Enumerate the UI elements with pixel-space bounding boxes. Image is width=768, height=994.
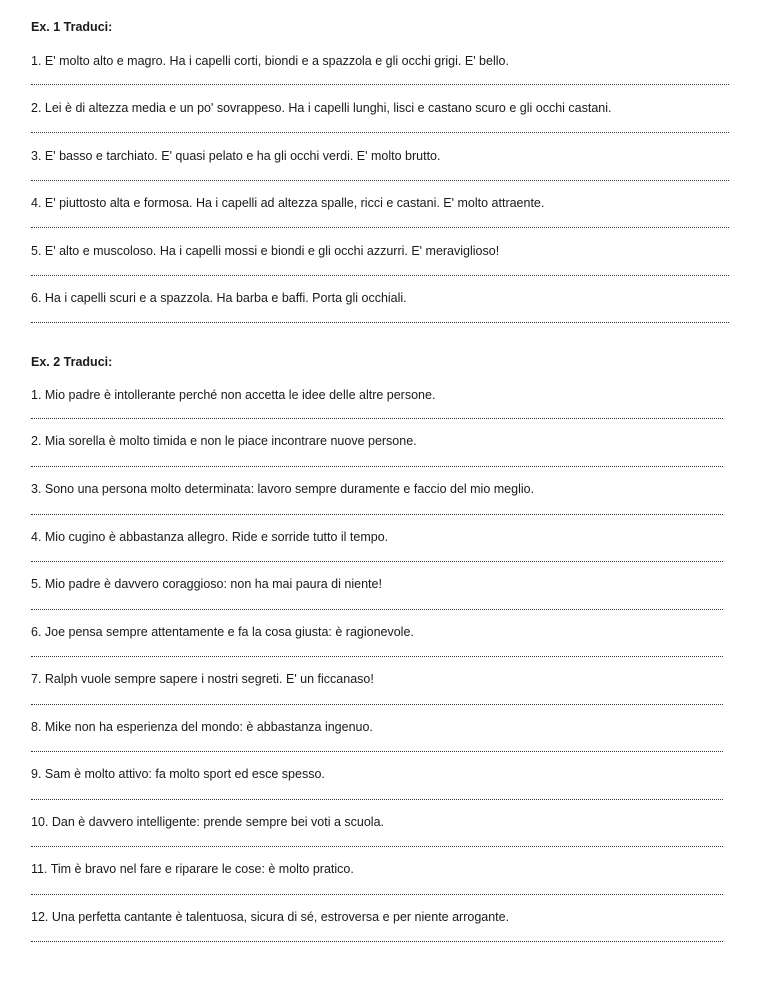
answer-line[interactable] xyxy=(31,132,729,133)
answer-line[interactable] xyxy=(31,227,729,228)
answer-line[interactable] xyxy=(31,514,723,515)
exercise-1-item: 4. E' piuttosto alta e formosa. Ha i capelli ad altezza spalle, ricci e castani. E' molto attraente. xyxy=(31,196,545,210)
answer-line[interactable] xyxy=(31,418,723,419)
answer-line[interactable] xyxy=(31,180,729,181)
exercise-2-item: 4. Mio cugino è abbastanza allegro. Ride e sorride tutto il tempo. xyxy=(31,530,389,544)
exercise-2-item: 12. Una perfetta cantante è talentuosa, sicura di sé, estroversa e per niente arrogante. xyxy=(31,910,510,924)
exercise-2-item: 2. Mia sorella è molto timida e non le piace incontrare nuove persone. xyxy=(31,434,417,448)
answer-line[interactable] xyxy=(31,941,723,942)
answer-line[interactable] xyxy=(31,799,723,800)
answer-line[interactable] xyxy=(31,894,723,895)
answer-line[interactable] xyxy=(31,609,723,610)
exercise-1-title: Ex. 1 Traduci: xyxy=(31,20,113,34)
answer-line[interactable] xyxy=(31,466,723,467)
exercise-2-item: 5. Mio padre è davvero coraggioso: non ha mai paura di niente! xyxy=(31,577,382,591)
answer-line[interactable] xyxy=(31,656,723,657)
exercise-2-item: 3. Sono una persona molto determinata: lavoro sempre duramente e faccio del mio meglio. xyxy=(31,482,535,496)
answer-line[interactable] xyxy=(31,322,729,323)
exercise-2-item: 8. Mike non ha esperienza del mondo: è abbastanza ingenuo. xyxy=(31,720,373,734)
exercise-2-title: Ex. 2 Traduci: xyxy=(31,355,113,369)
exercise-1-item: 6. Ha i capelli scuri e a spazzola. Ha barba e baffi. Porta gli occhiali. xyxy=(31,291,407,305)
exercise-1-item: 3. E' basso e tarchiato. E' quasi pelato e ha gli occhi verdi. E' molto brutto. xyxy=(31,149,441,163)
exercise-2-item: 9. Sam è molto attivo: fa molto sport ed esce spesso. xyxy=(31,767,325,781)
exercise-2-item: 1. Mio padre è intollerante perché non accetta le idee delle altre persone. xyxy=(31,388,436,402)
exercise-1-item: 5. E' alto e muscoloso. Ha i capelli mossi e biondi e gli occhi azzurri. E' meraviglioso! xyxy=(31,244,500,258)
exercise-1-item: 2. Lei è di altezza media e un po' sovrappeso. Ha i capelli lunghi, lisci e castano scuro e gli occhi castani. xyxy=(31,101,612,115)
answer-line[interactable] xyxy=(31,846,723,847)
exercise-2-item: 6. Joe pensa sempre attentamente e fa la cosa giusta: è ragionevole. xyxy=(31,625,414,639)
answer-line[interactable] xyxy=(31,275,729,276)
answer-line[interactable] xyxy=(31,751,723,752)
answer-line[interactable] xyxy=(31,704,723,705)
exercise-1-item: 1. E' molto alto e magro. Ha i capelli corti, biondi e a spazzola e gli occhi grigi. E' bello. xyxy=(31,54,509,68)
answer-line[interactable] xyxy=(31,84,729,85)
exercise-2-item: 7. Ralph vuole sempre sapere i nostri segreti. E' un ficcanaso! xyxy=(31,672,374,686)
answer-line[interactable] xyxy=(31,561,723,562)
exercise-2-item: 11. Tim è bravo nel fare e riparare le cose: è molto pratico. xyxy=(31,862,354,876)
exercise-2-item: 10. Dan è davvero intelligente: prende sempre bei voti a scuola. xyxy=(31,815,384,829)
